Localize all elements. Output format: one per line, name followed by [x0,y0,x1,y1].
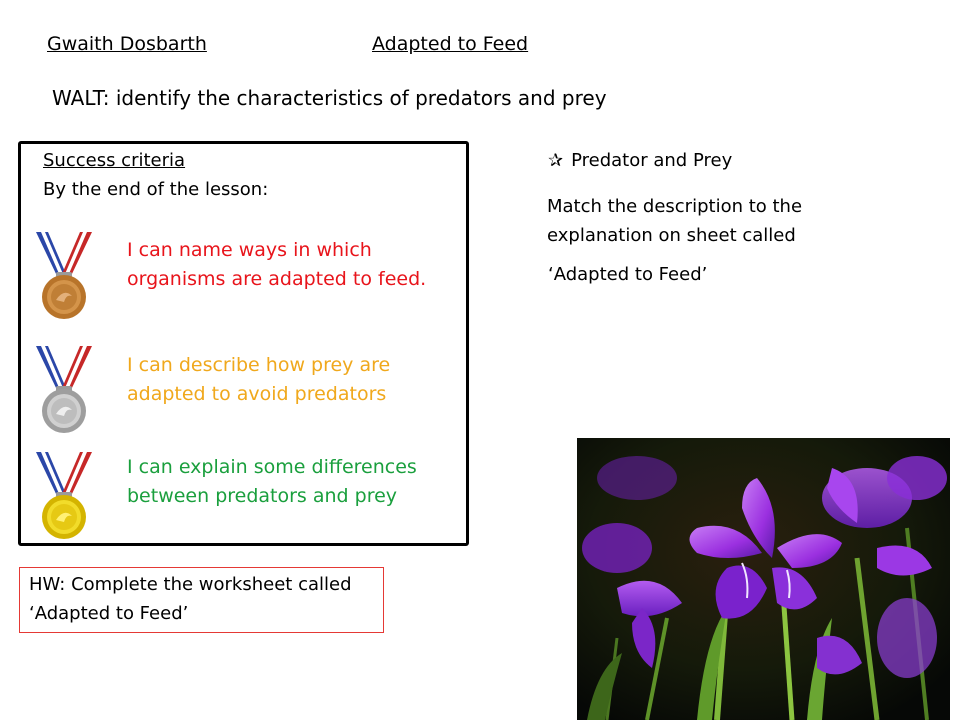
criterion-explain-differences: I can explain some differences between predators and prey [127,456,417,507]
header-topic: Adapted to Feed [372,33,529,55]
gold-medal-icon [32,448,96,542]
success-criteria-title: Success criteria [43,150,186,171]
bronze-medal-icon [32,228,96,322]
success-criteria-intro: By the end of the lesson: [43,179,269,200]
task-description: Match the description to the explanation on sheet called [547,196,803,246]
criterion-name-adaptations: I can name ways in which organisms are adapted to feed. [127,239,427,290]
criterion-describe-prey: I can describe how prey are adapted to avoid predators [127,354,391,405]
task-title-text: Predator and Prey [571,150,733,171]
star-icon: ✰ [548,150,564,171]
walt-objective: WALT: identify the characteristics of predators and prey [52,86,607,110]
task-title [548,150,732,171]
iris-flower-photo [577,438,950,720]
silver-medal-icon [32,342,96,436]
homework-box: HW: Complete the worksheet called ‘Adapted to Feed’ [19,567,384,633]
header-class-name: Gwaith Dosbarth [47,33,207,55]
task-sheet-name: ‘Adapted to Feed’ [548,264,708,285]
